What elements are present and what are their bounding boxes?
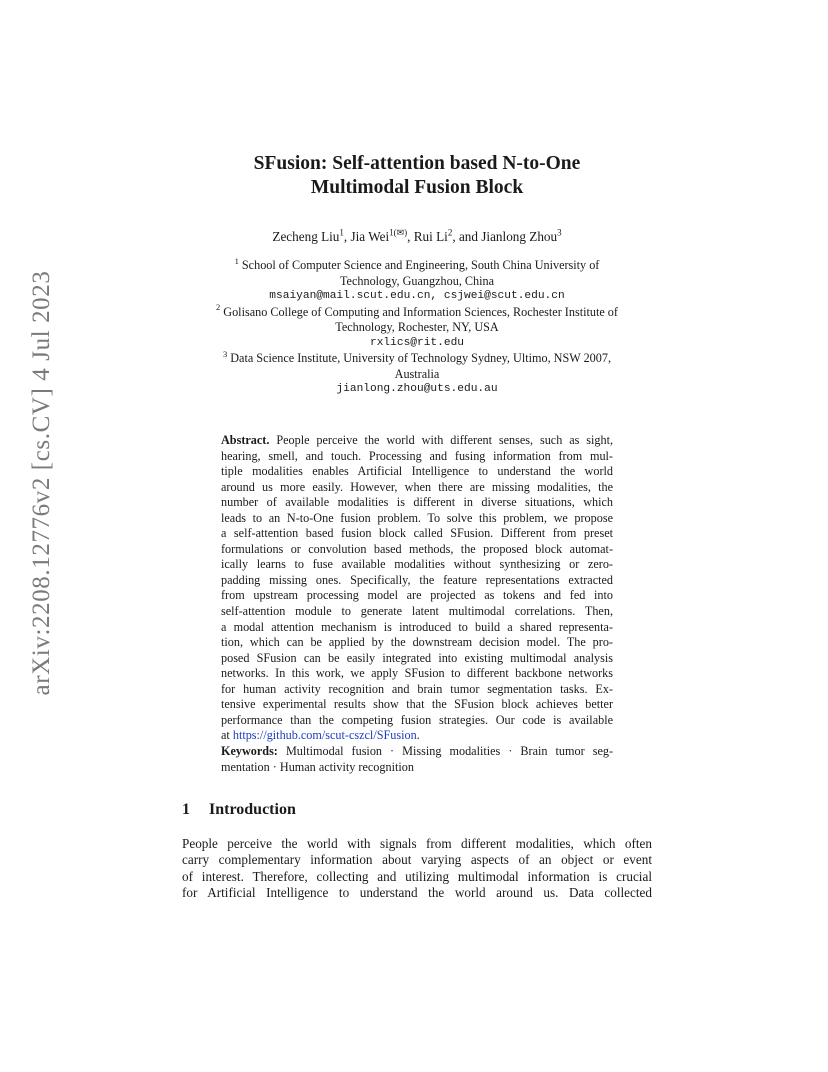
abstract-line: tensive experimental results show that the SFusion block achieves better: [221, 697, 613, 712]
affiliation-text: School of Computer Science and Engineering, South China University of: [241, 258, 600, 272]
affiliation-number: 3: [223, 348, 228, 359]
affiliation-text: Data Science Institute, University of Technology Sydney, Ultimo, NSW 2007,: [230, 351, 611, 365]
code-repository-link[interactable]: https://github.com/scut-cszcl/SFusion: [232, 728, 417, 743]
abstract-label: Abstract.: [221, 433, 270, 447]
abstract-line: ically learns to fuse available modalities without synthesizing or zero-: [221, 557, 613, 572]
body-line: carry complementary information about varying aspects of an object or event: [182, 852, 652, 868]
affiliation-text: Technology, Guangzhou, China: [339, 273, 495, 288]
affiliation-email: msaiyan@mail.scut.edu.cn, csjwei@scut.edu.cn: [269, 290, 565, 302]
keywords-line: mentation · Human activity recognition: [221, 759, 414, 774]
abstract-line: padding missing ones. Specifically, the feature representations extracted: [221, 572, 613, 587]
abstract: [221, 433, 613, 744]
author-separator: , and: [452, 229, 482, 244]
author-name: Rui Li: [413, 229, 448, 244]
body-line: for Artificial Intelligence to understand the world around us. Data collected: [182, 884, 652, 900]
affiliation-3: [180, 348, 654, 398]
affiliation-text: Australia: [394, 366, 440, 381]
title-line: SFusion: Self-attention based N-to-One: [253, 153, 581, 174]
abstract-line: tiple modalities enables Artificial Intelligence to understand the world: [221, 464, 613, 479]
abstract-line: networks. In this work, we apply SFusion to different backbone networks: [221, 666, 613, 681]
introduction-paragraph: [182, 836, 652, 901]
author-name: Jianlong Zhou: [481, 229, 558, 244]
abstract-line: leads to an N-to-One fusion problem. To solve this problem, we propose: [221, 510, 613, 525]
affiliation-email: rxlics@rit.edu: [370, 336, 464, 349]
author-name: Jia Wei: [350, 229, 390, 244]
abstract-line: a modal attention mechanism is introduced to build a shared representa-: [221, 619, 613, 634]
affiliations: [180, 255, 654, 398]
arxiv-identifier: arXiv:2208.12776v2 [cs.CV] 4 Jul 2023: [28, 270, 55, 696]
author-affiliation-mark: 1: [339, 227, 344, 238]
affiliation-number: 1: [234, 255, 239, 266]
keywords: [221, 744, 613, 775]
abstract-line: Abstract. People perceive the world with different senses, such as sight,: [221, 433, 614, 447]
title-line: Multimodal Fusion Block: [310, 177, 524, 198]
author-separator: ,: [407, 229, 414, 244]
abstract-line: a self-attention based fusion block called SFusion. Different from preset: [221, 526, 613, 541]
abstract-line: performance than the competing fusion strategies. Our code is available: [221, 712, 613, 727]
body-line: of interest. Therefore, collecting and utilizing multimodal information is crucial: [182, 868, 652, 884]
affiliation-1: [180, 255, 654, 305]
abstract-line: from upstream processing model are projected as tokens and fed into: [221, 588, 613, 603]
abstract-line: tion, which can be applied by the downstream decision model. The pro-: [221, 635, 613, 650]
author-affiliation-mark: 1(✉): [389, 227, 408, 238]
keywords-line: Keywords: Multimodal fusion · Missing modalities · Brain tumor seg-: [221, 744, 614, 758]
author-affiliation-mark: 3: [557, 227, 562, 238]
abstract-line: at https://github.com/scut-cszcl/SFusion.: [221, 728, 420, 743]
abstract-line: number of available modalities is different in diverse situations, which: [221, 495, 613, 510]
affiliation-email: jianlong.zhou@uts.edu.au: [336, 383, 498, 395]
affiliation-number: 2: [216, 302, 221, 313]
affiliation-text: Technology, Rochester, NY, USA: [335, 320, 499, 334]
keywords-label: Keywords:: [221, 744, 278, 758]
body-line: People perceive the world with signals from different modalities, which often: [182, 836, 652, 851]
section-number: 1: [182, 801, 190, 818]
author-separator: ,: [343, 229, 351, 244]
author-name: Zecheng Liu: [272, 229, 340, 244]
abstract-line: hearing, smell, and touch. Processing and fusing information from mul-: [221, 448, 613, 463]
abstract-line: for human activity recognition and brain tumor segmentation tasks. Ex-: [221, 681, 613, 696]
author-list: [180, 228, 654, 246]
abstract-line: self-attention module to generate latent multimodal correlations. Then,: [221, 604, 613, 619]
affiliation-2: [180, 302, 654, 352]
section-title: Introduction: [209, 801, 296, 818]
section-heading: [182, 801, 296, 819]
affiliation-text: Golisano College of Computing and Information Sciences, Rochester Institute of: [223, 304, 618, 319]
abstract-line: formulations or convolution based methods, the proposed block automat-: [221, 541, 613, 556]
abstract-line: posed SFusion can be easily integrated into existing multimodal analysis: [221, 650, 613, 665]
abstract-line: around us more easily. However, when there are missing modalities, the: [221, 479, 613, 494]
author-affiliation-mark: 2: [447, 227, 453, 238]
paper-title: [180, 152, 654, 200]
